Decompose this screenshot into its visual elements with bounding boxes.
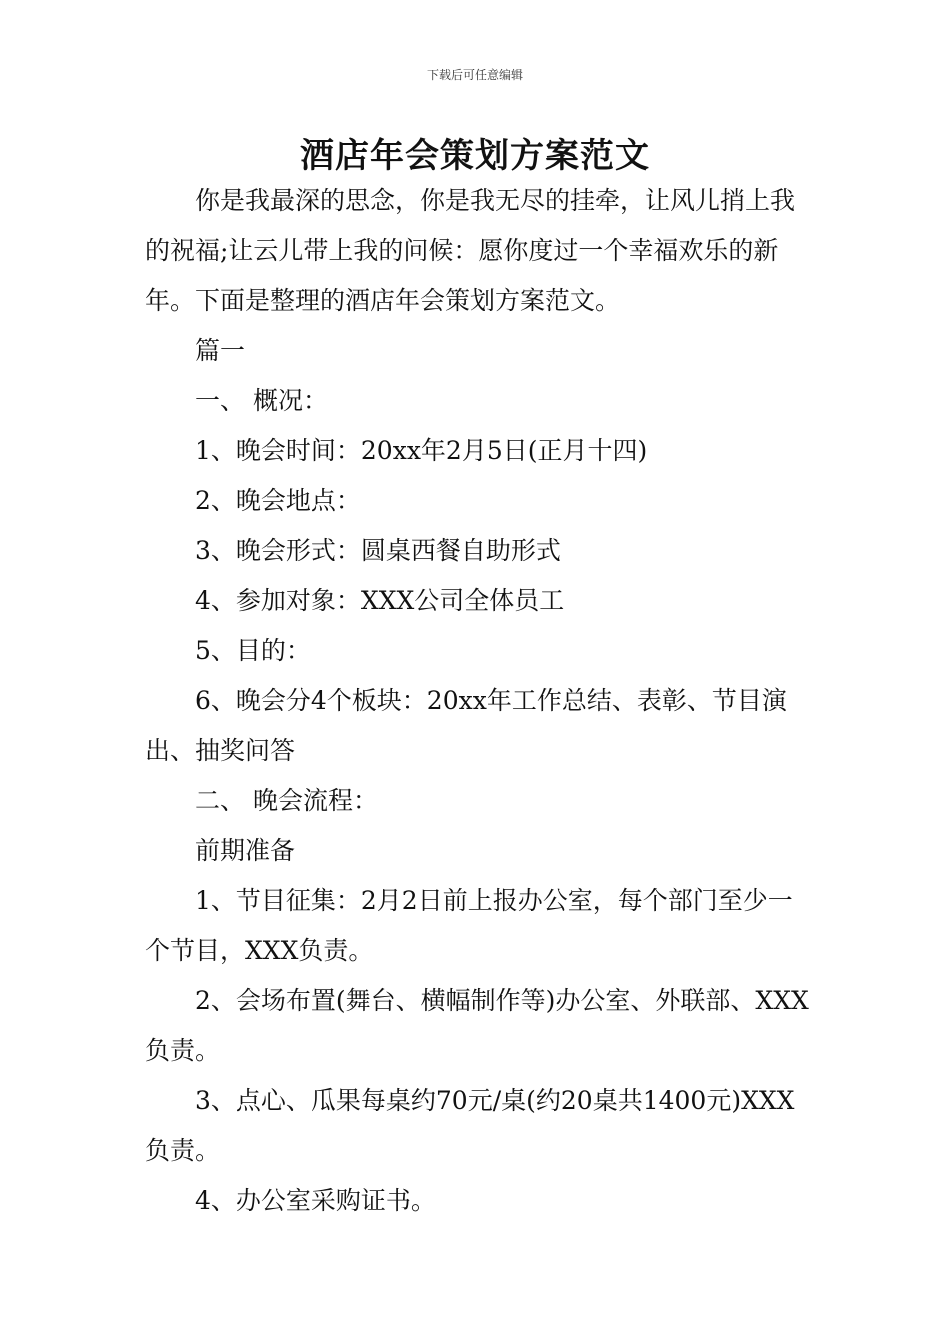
page-header-note: 下载后可任意编辑: [426, 68, 523, 82]
subheading-preparation: 前期准备: [195, 836, 296, 865]
item-party-format: 3、晚会形式：圆桌西餐自助形式: [195, 536, 561, 565]
document-body: [145, 176, 810, 1226]
item-purpose: 5、目的：: [195, 636, 311, 665]
item-participants: 4、参加对象：XXX公司全体员工: [195, 586, 565, 615]
item-party-time: 1、晚会时间：20xx年2月5日(正月十四): [195, 436, 648, 465]
prep-item-certificates: 4、办公室采购证书。: [195, 1186, 436, 1215]
heading-party-process: 二、 晚会流程：: [195, 786, 378, 815]
prep-item-program-collection: 1、节目征集：2月2日前上报办公室，每个部门至少一个节目，XXX负责。: [145, 886, 793, 965]
intro-paragraph: 你是我最深的思念，你是我无尽的挂牵，让风儿捎上我的祝福;让云儿带上我的问候：愿你度过一个幸福欢乐的新年。下面是整理的酒店年会策划方案范文。: [145, 186, 796, 315]
prep-item-venue-setup: 2、会场布置(舞台、横幅制作等)办公室、外联部、XXX负责。: [145, 986, 809, 1065]
section-label-part-one: 篇一: [195, 336, 246, 365]
item-party-sections: 6、晚会分4个板块：20xx年工作总结、表彰、节目演出、抽奖问答: [145, 686, 787, 765]
document-title: 酒店年会策划方案范文: [300, 136, 650, 176]
heading-overview: 一、 概况：: [195, 386, 328, 415]
prep-item-snacks-fruit: 3、点心、瓜果每桌约70元/桌(约20桌共1400元)XXX负责。: [145, 1086, 795, 1165]
item-party-location: 2、晚会地点：: [195, 486, 361, 515]
